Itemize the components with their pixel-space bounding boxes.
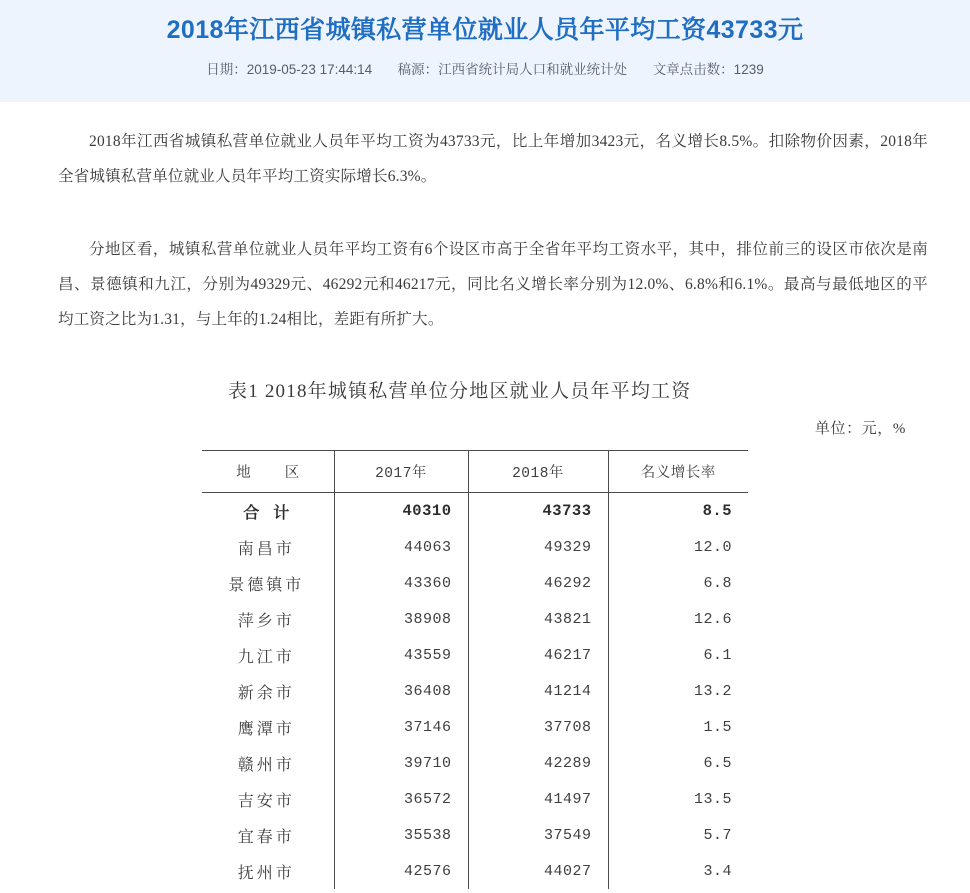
cell-2017: 36572 [334,781,468,817]
cell-2017: 43360 [334,565,468,601]
cell-2018: 44027 [468,853,608,889]
column-header-growth-rate: 名义增长率 [608,451,748,493]
cell-region: 抚州市 [237,864,295,882]
meta-date: 日期：2019-05-23 17:44:14 [206,62,373,77]
cell-2018: 37708 [468,709,608,745]
cell-growth-rate: 3.4 [608,853,748,889]
table-unit-note: 单位：元，% [814,421,906,437]
column-header-2018: 2018年 [468,451,608,493]
cell-region: 吉安市 [237,792,295,810]
cell-growth-rate: 5.7 [608,817,748,853]
cell-region: 萍乡市 [237,612,295,630]
cell-2017: 38908 [334,601,468,637]
table-row [202,781,748,817]
column-header-region [202,451,334,493]
cell-2017: 44063 [334,529,468,565]
table-caption: 表1 2018年城镇私营单位分地区就业人员年平均工资 [228,381,692,402]
cell-2017: 36408 [334,673,468,709]
column-header-2017: 2017年 [334,451,468,493]
table-body [202,493,748,890]
cell-2017: 40310 [334,493,468,530]
cell-growth-rate: 8.5 [608,493,748,530]
cell-growth-rate: 12.6 [608,601,748,637]
cell-2018: 43821 [468,601,608,637]
table-head [202,451,748,493]
table-row [202,529,748,565]
table-header-row [202,451,748,493]
table-row [202,673,748,709]
article-paragraph-2: 分地区看，城镇私营单位就业人员年平均工资有6个设区市高于全省年平均工资水平，其中，排位前三的设区市依次是南昌、景德镇和九江，分别为49329元、46292元和46217元，同比名义增长率分别为12.0%、6.8%和6.1%。最高与最低地区的平均工资之比为1.31，与上年的1.24相比，差距有所扩大。 [58,241,928,328]
cell-growth-rate: 13.2 [608,673,748,709]
cell-2018: 37549 [468,817,608,853]
cell-2018: 42289 [468,745,608,781]
table-row [202,565,748,601]
cell-region: 宜春市 [237,828,295,846]
column-header-region-char-1: 地 [236,466,251,482]
cell-2018: 49329 [468,529,608,565]
cell-2017: 35538 [334,817,468,853]
cell-growth-rate: 12.0 [608,529,748,565]
table-total-row [202,493,748,530]
meta-source: 稿源：江西省统计局人口和就业统计处 [397,62,628,77]
article-body [0,124,970,889]
column-header-region-char-2: 区 [284,466,300,482]
meta-view-count: 文章点击数：1239 [652,62,764,77]
cell-2018: 43733 [468,493,608,530]
cell-2017: 43559 [334,637,468,673]
page-header-band [0,0,970,102]
cell-region: 南昌市 [237,540,295,558]
cell-2017: 39710 [334,745,468,781]
cell-region: 新余市 [237,684,295,702]
cell-growth-rate: 13.5 [608,781,748,817]
cell-region: 合计 [243,504,304,522]
cell-growth-rate: 6.1 [608,637,748,673]
table-row [202,853,748,889]
table-row [202,637,748,673]
table-container [0,450,970,889]
cell-region: 景德镇市 [228,576,305,594]
table-row [202,709,748,745]
table-row [202,817,748,853]
article-paragraph-1: 2018年江西省城镇私营单位就业人员年平均工资为43733元，比上年增加3423元，名义增长8.5%。扣除物价因素，2018年全省城镇私营单位就业人员年平均工资实际增长6.3%。 [58,133,928,185]
table-block [0,379,970,889]
cell-growth-rate: 6.8 [608,565,748,601]
cell-2017: 37146 [334,709,468,745]
wage-by-region-table [202,450,748,889]
cell-region: 赣州市 [237,756,295,774]
table-row [202,745,748,781]
table-row [202,601,748,637]
cell-2018: 41214 [468,673,608,709]
cell-2018: 41497 [468,781,608,817]
cell-2017: 42576 [334,853,468,889]
cell-region: 九江市 [237,648,295,666]
page-title: 2018年江西省城镇私营单位就业人员年平均工资43733元 [166,16,804,44]
article-meta [0,61,970,79]
cell-growth-rate: 1.5 [608,709,748,745]
cell-region: 鹰潭市 [237,720,295,738]
cell-growth-rate: 6.5 [608,745,748,781]
cell-2018: 46217 [468,637,608,673]
cell-2018: 46292 [468,565,608,601]
